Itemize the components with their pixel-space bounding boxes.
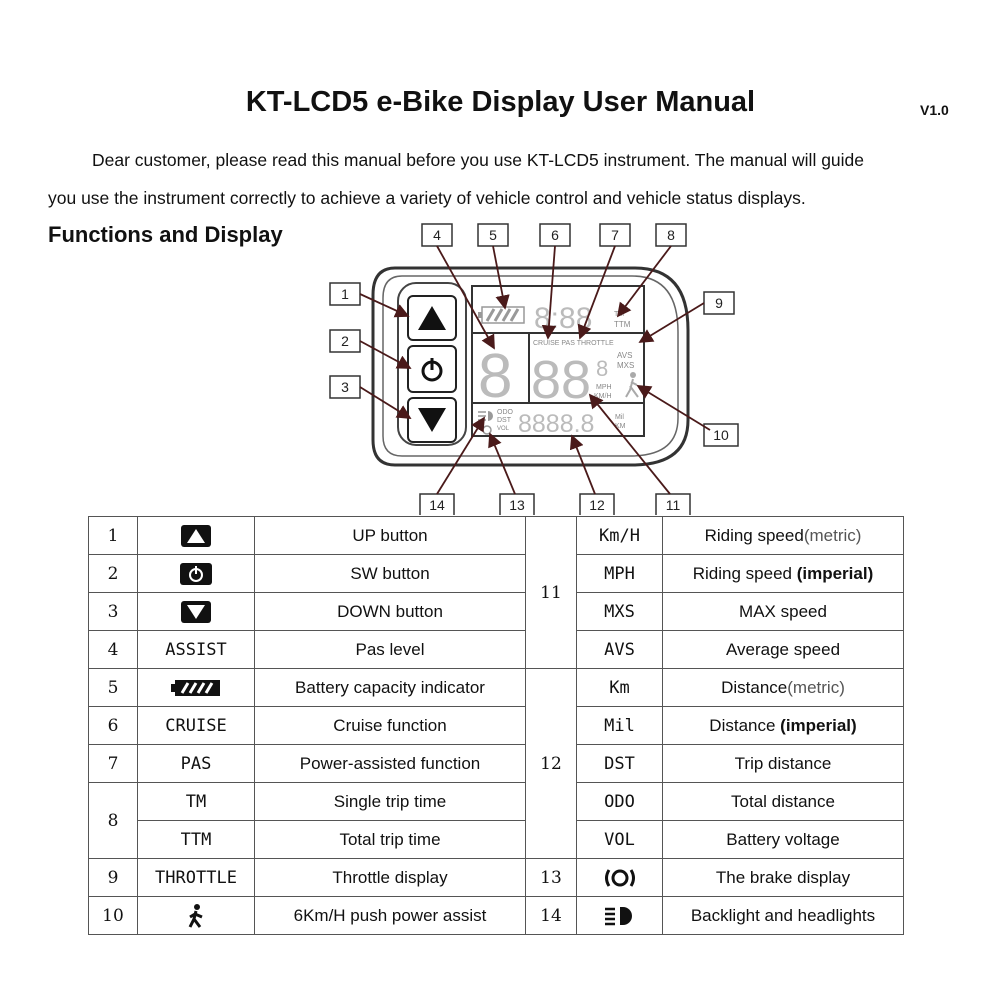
row-description: Distance (imperial)	[663, 707, 904, 745]
callout-9: 9	[715, 295, 723, 311]
row-number: 2	[89, 555, 138, 593]
row-number: 10	[89, 897, 138, 935]
mil-indicator: Mil	[615, 414, 624, 421]
mph-indicator: MPH	[596, 384, 612, 391]
callout-7: 7	[611, 227, 619, 243]
ttm-indicator: TTM	[614, 320, 631, 329]
row-number: 8	[89, 783, 138, 859]
row-number: 5	[89, 669, 138, 707]
table-row	[89, 669, 904, 707]
table-row	[89, 517, 904, 555]
down-button[interactable]	[408, 398, 456, 442]
row-code: ODO	[577, 783, 663, 821]
intro-line-2: you use the instrument correctly to achieve a variety of vehicle control and vehicle status displays.	[48, 188, 806, 208]
table-row	[89, 631, 904, 669]
row-code: THROTTLE	[138, 859, 255, 897]
kmh-indicator: KM/H	[594, 393, 612, 400]
row-code: MXS	[577, 593, 663, 631]
power-button-icon	[180, 563, 212, 585]
row-number: 7	[89, 745, 138, 783]
vol-indicator: VOL	[497, 426, 510, 432]
row-description: Distance(metric)	[663, 669, 904, 707]
row-description: Riding speed (imperial)	[663, 555, 904, 593]
callout-6: 6	[551, 227, 559, 243]
km-indicator: KM	[615, 423, 626, 430]
seg-speed: 88	[531, 350, 592, 410]
headlight-icon	[603, 905, 637, 927]
group-number-12: 12	[526, 669, 577, 859]
up-button[interactable]	[408, 296, 456, 340]
row-description: Average speed	[663, 631, 904, 669]
row-code: Km	[577, 669, 663, 707]
intro-line-1: Dear customer, please read this manual before you use KT-LCD5 instrument. The manual will guide	[92, 150, 865, 170]
row-description: SW button	[255, 555, 526, 593]
callout-4: 4	[433, 227, 441, 243]
walk-icon	[185, 904, 207, 928]
down-button-icon	[181, 601, 211, 623]
battery-icon	[171, 679, 221, 697]
spec-table	[88, 516, 904, 935]
walk-icon-cell	[138, 897, 255, 935]
page-title: KT-LCD5 e-Bike Display User Manual	[245, 86, 756, 118]
avs-indicator: AVS	[617, 351, 633, 360]
row-description: Single trip time	[255, 783, 526, 821]
odo-indicator: ODO	[497, 409, 513, 416]
callout-12: 12	[589, 497, 605, 513]
table-row	[89, 745, 904, 783]
table-row	[89, 593, 904, 631]
headlight-small-icon	[478, 411, 493, 421]
power-button-icon-cell	[138, 555, 255, 593]
table-row	[89, 555, 904, 593]
group-number-11: 11	[526, 517, 577, 669]
section-title: Functions and Display	[48, 222, 283, 247]
brake-icon-cell	[577, 859, 663, 897]
row-description: Total distance	[663, 783, 904, 821]
up-button-icon	[181, 525, 211, 547]
row-description: DOWN button	[255, 593, 526, 631]
row-description: Power-assisted function	[255, 745, 526, 783]
row-code: AVS	[577, 631, 663, 669]
row-code: PAS	[138, 745, 255, 783]
table-row	[89, 859, 904, 897]
row-description: Total trip time	[255, 821, 526, 859]
status-row: CRUISE PAS THROTTLE	[533, 340, 614, 347]
dst-indicator: DST	[497, 417, 511, 424]
row-description: The brake display	[663, 859, 904, 897]
row-number: 3	[89, 593, 138, 631]
row-code: CRUISE	[138, 707, 255, 745]
row-code: MPH	[577, 555, 663, 593]
row-code: TM	[138, 783, 255, 821]
row-description: UP button	[255, 517, 526, 555]
callout-3: 3	[341, 379, 349, 395]
callout-1: 1	[341, 286, 349, 302]
callout-14: 14	[429, 497, 445, 513]
seg-assist: 8	[478, 342, 513, 411]
row-code: ASSIST	[138, 631, 255, 669]
row-description: Pas level	[255, 631, 526, 669]
group-number-14: 14	[526, 897, 577, 935]
row-number: 6	[89, 707, 138, 745]
up-button-icon-cell	[138, 517, 255, 555]
row-description: Trip distance	[663, 745, 904, 783]
version-label: V1.0	[920, 102, 949, 118]
row-description: Cruise function	[255, 707, 526, 745]
callout-11: 11	[665, 497, 681, 513]
row-description: 6Km/H push power assist	[255, 897, 526, 935]
power-button[interactable]	[408, 346, 456, 392]
mxs-indicator: MXS	[617, 361, 635, 370]
row-code: Mil	[577, 707, 663, 745]
seg-speed-decimal: 8	[596, 356, 609, 381]
table-row	[89, 707, 904, 745]
battery-icon-cell	[138, 669, 255, 707]
row-description: Backlight and headlights	[663, 897, 904, 935]
row-code: DST	[577, 745, 663, 783]
brake-icon	[603, 867, 637, 889]
table-row	[89, 783, 904, 821]
row-number: 4	[89, 631, 138, 669]
down-button-icon-cell	[138, 593, 255, 631]
group-number-13: 13	[526, 859, 577, 897]
table-row	[89, 897, 904, 935]
callout-10: 10	[713, 427, 729, 443]
row-description: Battery capacity indicator	[255, 669, 526, 707]
seg-clock: 8:88	[534, 302, 593, 335]
headlight-icon-cell	[577, 897, 663, 935]
row-code: VOL	[577, 821, 663, 859]
row-code: Km/H	[577, 517, 663, 555]
callout-5: 5	[489, 227, 497, 243]
callout-2: 2	[341, 333, 349, 349]
row-code: TTM	[138, 821, 255, 859]
row-description: Riding speed(metric)	[663, 517, 904, 555]
callout-8: 8	[667, 227, 675, 243]
row-description: Battery voltage	[663, 821, 904, 859]
callout-13: 13	[509, 497, 525, 513]
tm-indicator: TM	[614, 311, 625, 318]
table-row	[89, 821, 904, 859]
row-description: Throttle display	[255, 859, 526, 897]
row-number: 9	[89, 859, 138, 897]
row-description: MAX speed	[663, 593, 904, 631]
seg-distance: 8888.8	[518, 410, 595, 438]
row-number: 1	[89, 517, 138, 555]
